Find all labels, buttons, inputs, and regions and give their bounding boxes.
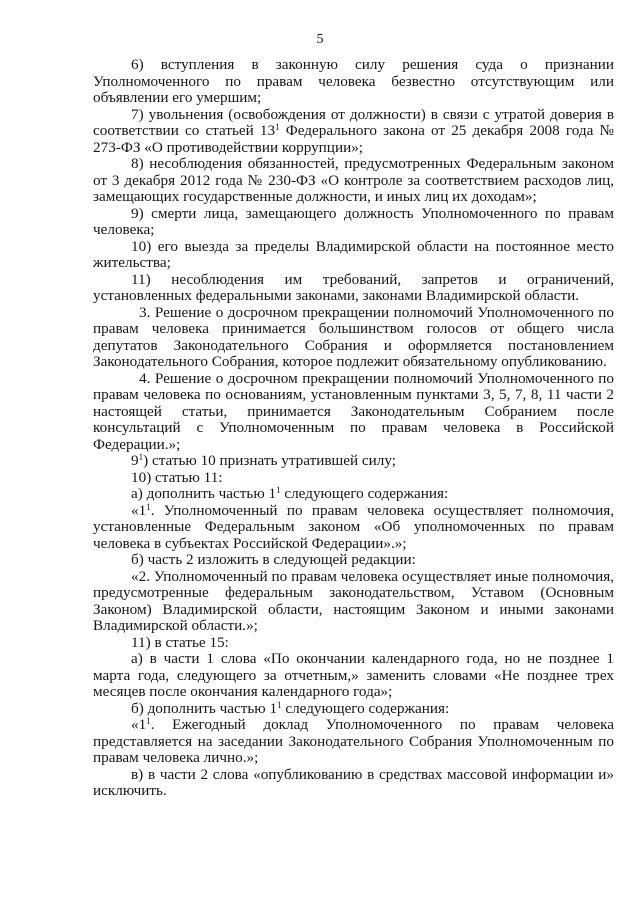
paragraph-text-after: ) статью 10 признать утратившей силу; [143,452,396,469]
paragraph-p6: 6) вступления в законную силу решения суда о признании Уполномоченного по правам человека безвестно отсутствующим или объявлении его умершим; [93,56,614,106]
paragraph-art10a [93,486,614,503]
paragraph-text-before: «1 [131,501,147,519]
paragraph-p7 [93,107,614,157]
superscript: 1 [276,485,281,495]
paragraph-p8: 8) несоблюдения обязанностей, предусмотренных Федеральным законом от 3 декабря 2012 года № 230-ФЗ «О контроле за соответствием расходов лиц, замещающих государственные должности, и иных лиц их доходам»; [93,155,614,205]
paragraph-text-before: а) дополнить частью 1 [131,485,277,502]
paragraph-art10b-q: «2. Уполномоченный по правам человека осуществляет иные полномочия, предусмотренные федеральным законодательством, Уставом (Основным Законом) Владимирской области, настоящим Законом и иными законами Владимирской области.»; [93,567,614,634]
paragraph-text-after: следующего содержания: [280,485,449,502]
paragraph-text-before: 7) увольнения (освобождения от должности) в связи с утратой доверия в соответствии со статьей 13 [93,105,614,139]
paragraph-art11: 11) в статье 15: [131,633,229,651]
page-number: 5 [316,32,324,47]
superscript: 1 [138,452,144,462]
paragraph-p11: 11) несоблюдения им требований, запретов и ограничений, установленных федеральными законами, законами Владимирской области. [93,270,614,304]
superscript: 1 [146,716,151,726]
paragraph-art11b [93,701,614,718]
paragraph-p10: 10) его выезда за пределы Владимирской области на постоянное место жительства; [93,237,614,271]
paragraph-text-after: Федерального закона от 25 декабря 2008 года № 273-ФЗ «О противодействии коррупции»; [93,122,614,156]
paragraph-text-before: «1 [131,716,147,733]
paragraph-text-after: . Ежегодный доклад Уполномоченного по правам человека представляется на заседании Законодательного Собрания Уполномоченным по правам человека лично.»; [93,716,614,766]
paragraph-text-after: следующего содержания: [281,699,450,717]
superscript: 1 [275,122,280,132]
paragraph-art9 [93,453,614,470]
paragraph-text-before: б) дополнить частью 1 [131,699,278,717]
superscript: 1 [277,699,282,710]
paragraph-p9: 9) смерти лица, замещающего должность Уполномоченного по правам человека; [93,204,614,238]
paragraph-part3: 3. Решение о досрочном прекращении полномочий Уполномоченного по правам человека принимается большинством голосов от общего числа депутатов Законодательного Собрания и оформляется постановлением Законодательного Собрания, которое подлежит обязательному опубликованию. [93,303,614,370]
paragraph-art10: 10) статью 11: [131,468,223,486]
paragraph-text-after: . Уполномоченный по правам человека осуществляет полномочия, установленные Федеральным законом «Об уполномоченных по правам человека в субъектах Российской Федерации».»; [93,501,614,552]
paragraph-art11b-q [93,717,614,767]
document-body [93,57,614,800]
paragraph-part4: 4. Решение о досрочном прекращении полномочий Уполномоченного по правам человека по основаниям, установленным пунктами 3, 5, 7, 8, 11 части 2 настоящей статьи, принимается Законодательным Собранием после консультаций с Уполномоченным по правам человека в Российской Федерации.»; [93,369,614,453]
paragraph-text-before: 9 [131,452,139,469]
paragraph-art11c: в) в части 2 слова «опубликованию в средствах массовой информации и» исключить. [93,765,614,799]
superscript: 1 [146,501,151,512]
paragraph-art10a-q [93,503,614,553]
paragraph-art11a: а) в части 1 слова «По окончании календарного года, но не позднее 1 марта года, следующего за отчетным,» заменить словами «Не позднее трех месяцев после окончания календарного года»; [93,650,614,700]
paragraph-art10b: б) часть 2 изложить в следующей редакции: [131,551,416,568]
